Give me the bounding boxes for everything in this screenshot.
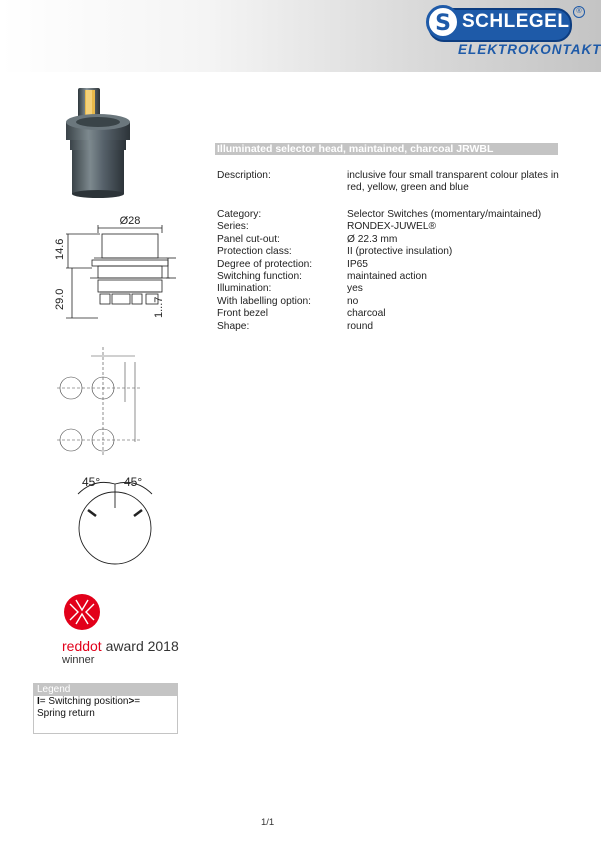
spec-label-switching-function: Switching function: — [217, 271, 302, 282]
spec-value-degree-protection: IP65 — [347, 258, 368, 270]
page-number: 1/1 — [261, 817, 275, 828]
spec-label-panel-cutout: Panel cut-out: — [217, 233, 280, 245]
dim-panel-thickness: 1...7 — [153, 296, 165, 318]
logo-subtitle: ELEKTROKONTAKT — [458, 42, 601, 57]
legend-arrow-symbol: > — [128, 696, 135, 707]
spec-value-series: RONDEX-JUWEL® — [347, 221, 437, 233]
description-value: inclusive four small transparent colour plates in red, yellow, green and blue — [347, 170, 559, 194]
legend-title: Legend — [34, 684, 177, 696]
legend-switch-symbol: I — [37, 696, 40, 707]
spec-label-degree-protection: Degree of protection: — [217, 258, 313, 270]
logo-s-icon: S — [426, 5, 460, 39]
spec-label-shape: Shape: — [217, 320, 250, 332]
schlegel-logo — [428, 6, 601, 64]
legend-box — [33, 683, 178, 734]
legend-line-spring: Spring return — [37, 708, 95, 719]
spec-label-category: Category: — [217, 209, 262, 220]
angle-left: 45° — [82, 475, 101, 489]
reddot-award-logo — [62, 592, 102, 632]
legend-switch-text: = Switching position — [39, 696, 129, 707]
award-year: award 2018 — [101, 638, 179, 654]
logo-wordmark: SCHLEGEL — [462, 11, 570, 32]
spec-label-front-bezel: Front bezel — [217, 308, 268, 320]
dim-height-total: 29.0 — [54, 288, 66, 310]
spec-value-labelling: no — [347, 295, 359, 307]
spec-label-labelling: With labelling option: — [217, 295, 312, 307]
legend-arrow-text: = — [134, 696, 141, 707]
switch-angle-drawing — [66, 470, 162, 570]
product-title: Illuminated selector head, maintained, charcoal JRWBL — [215, 143, 558, 155]
product-photo — [58, 86, 138, 198]
award-winner: winner — [62, 654, 95, 666]
spec-value-panel-cutout: Ø 22.3 mm — [347, 233, 398, 245]
spec-value-protection-class: II (protective insulation) — [347, 246, 453, 258]
dim-height-top: 14.6 — [54, 238, 66, 260]
spec-value-switching-function: maintained action — [347, 271, 427, 282]
spec-label-series: Series: — [217, 221, 249, 233]
spec-value-illumination: yes — [347, 283, 363, 295]
spec-value-front-bezel: charcoal — [347, 308, 386, 320]
spec-label-illumination: Illumination: — [217, 283, 272, 295]
award-text — [62, 638, 179, 654]
award-reddot: reddot — [62, 638, 102, 654]
panel-cutout-drawing — [55, 342, 145, 460]
legend-line-switching — [34, 696, 177, 708]
registered-mark: ® — [573, 6, 585, 18]
spec-label-protection-class: Protection class: — [217, 246, 292, 258]
spec-value-shape: round — [347, 320, 374, 332]
spec-value-category: Selector Switches (momentary/maintained) — [347, 209, 542, 220]
dimension-drawing — [50, 208, 180, 333]
dim-diameter: Ø28 — [119, 215, 141, 227]
description-label: Description: — [217, 170, 271, 181]
angle-right: 45° — [124, 475, 143, 489]
